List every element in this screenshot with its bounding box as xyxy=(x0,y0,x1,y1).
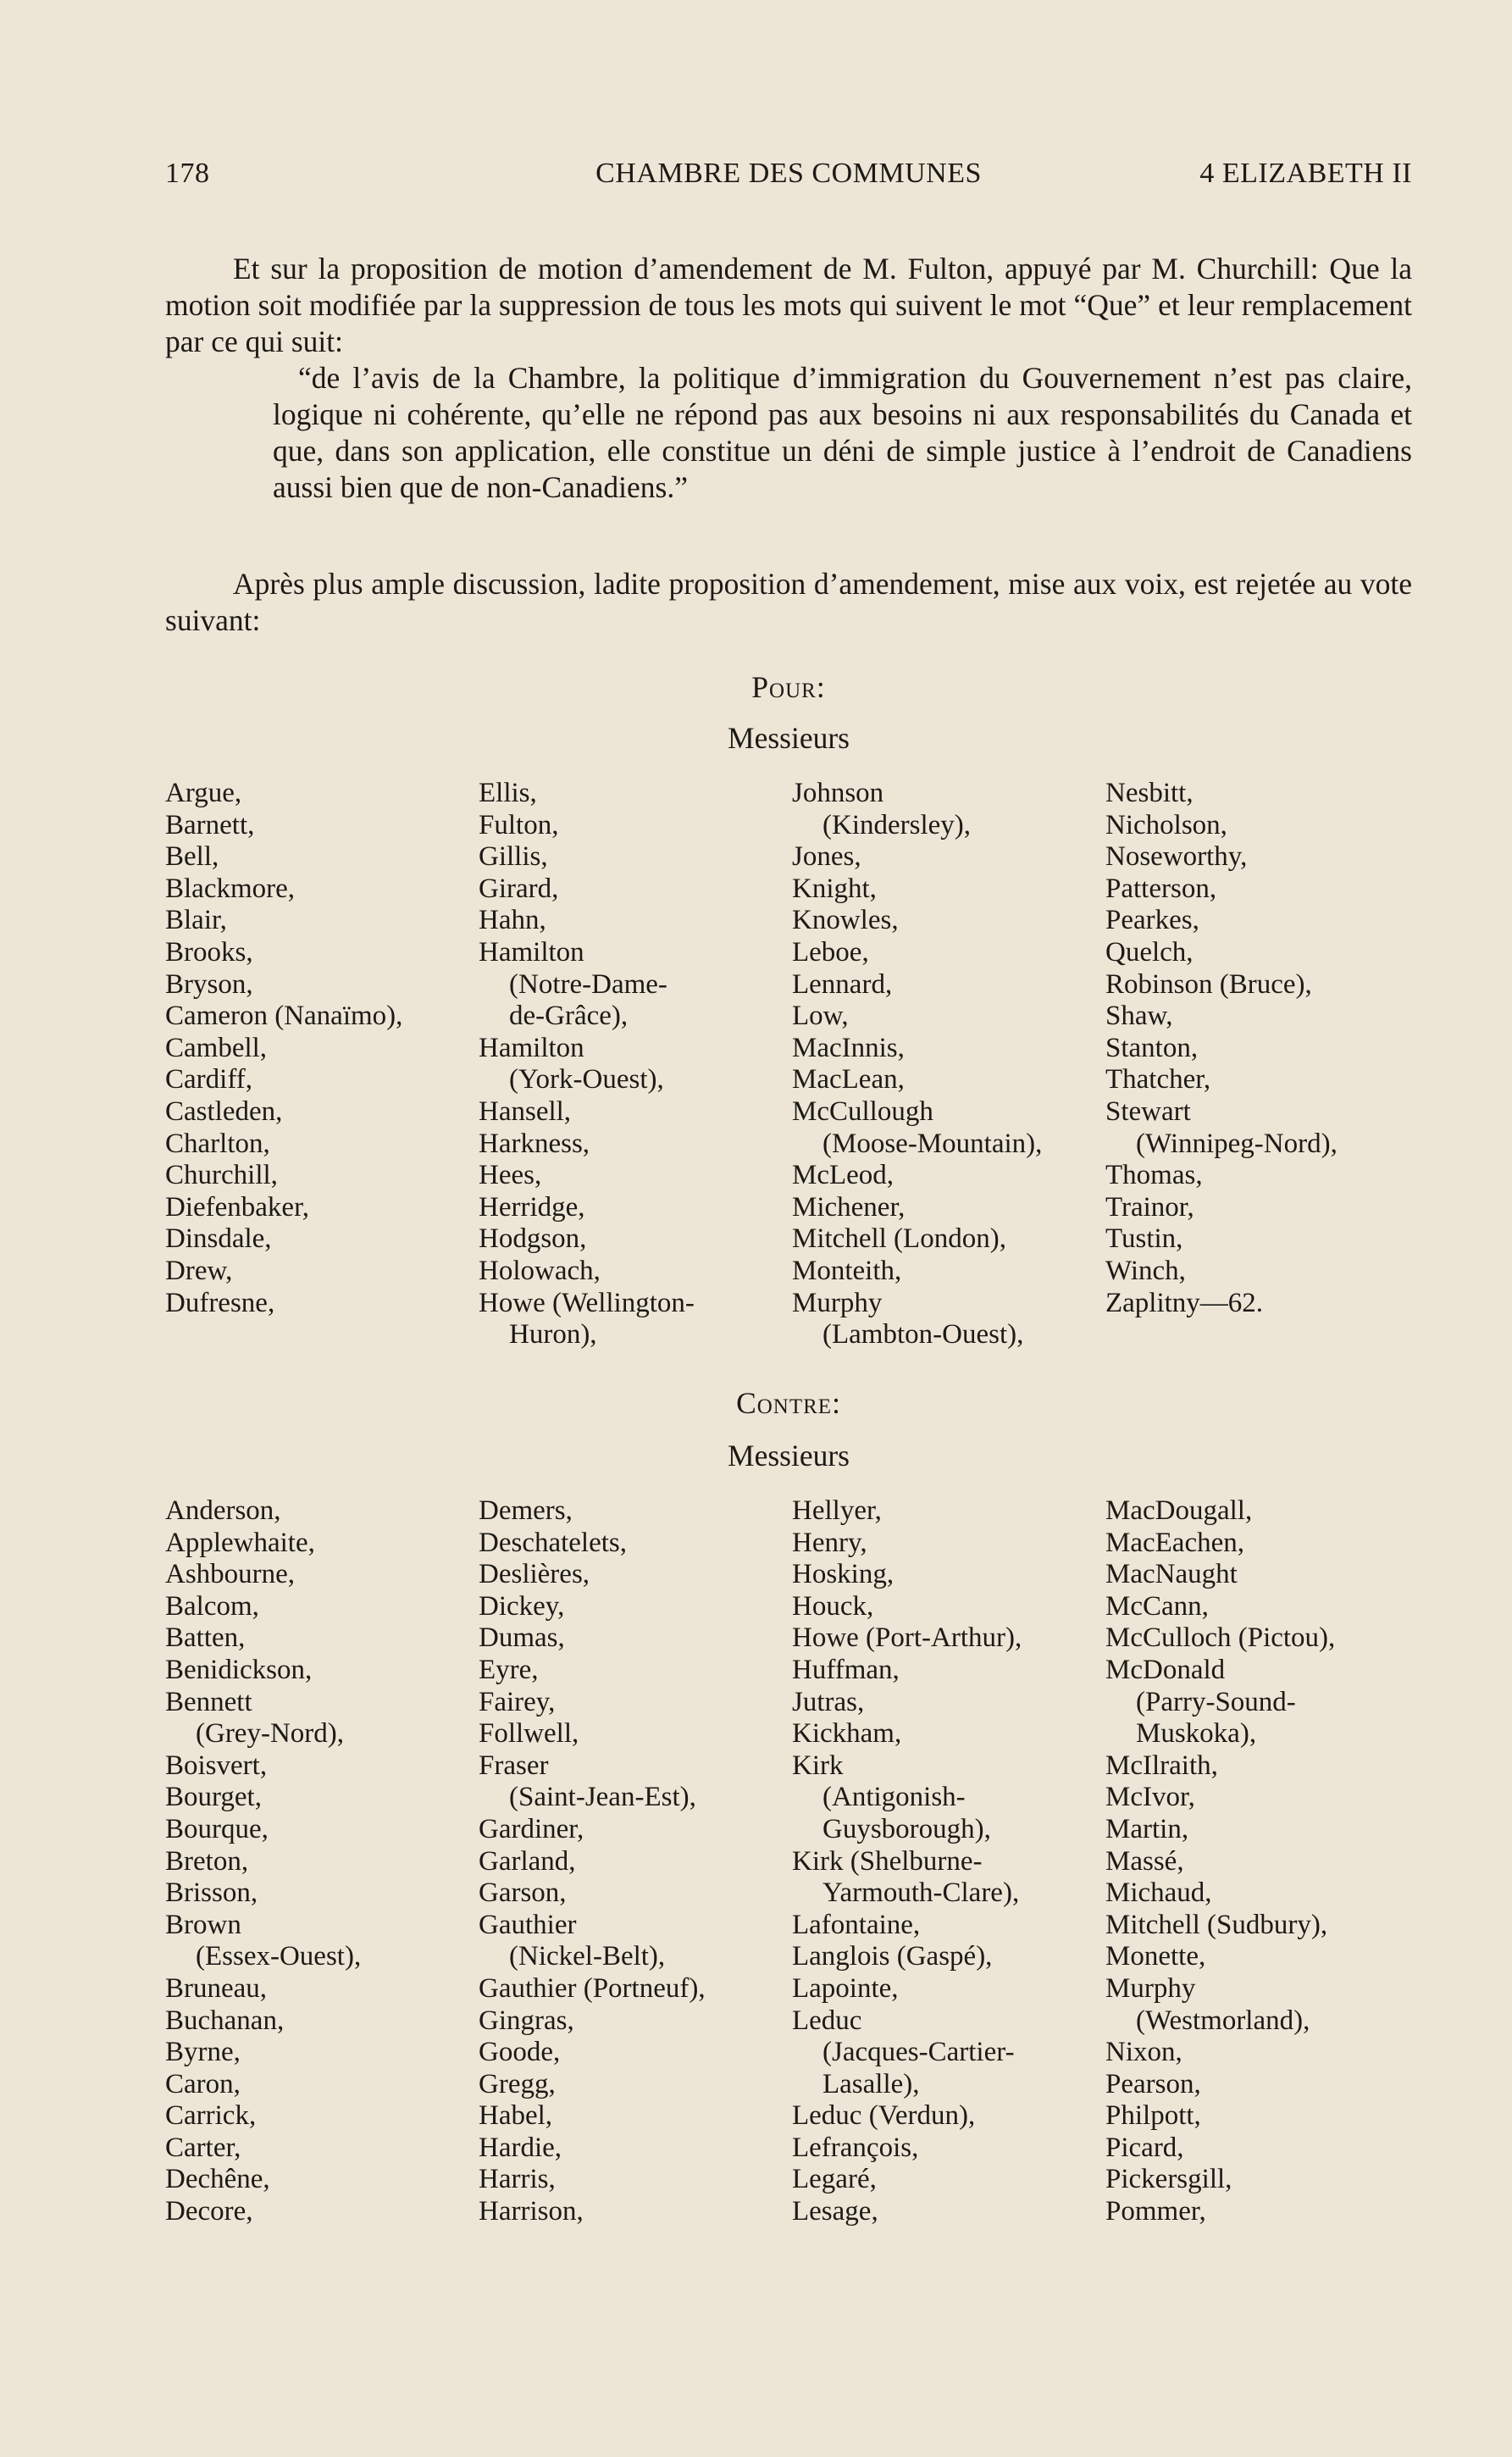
member-name: Michaud, xyxy=(1105,1877,1212,1909)
contre-subheading: Messieurs xyxy=(728,1439,850,1473)
member-name: (Grey-Nord), xyxy=(196,1718,345,1750)
member-name: Garson, xyxy=(479,1877,567,1909)
member-name: Huron), xyxy=(509,1319,597,1351)
member-name: Gardiner, xyxy=(479,1813,584,1844)
member-name: Picard, xyxy=(1105,2132,1184,2163)
pour-column-3 xyxy=(792,778,1105,1351)
member-name: Harris, xyxy=(479,2164,556,2195)
member-name: Dechêne, xyxy=(165,2164,270,2195)
member-name: McCulloch (Pictou), xyxy=(1105,1622,1336,1654)
pour-heading: Pour: xyxy=(751,670,826,704)
pour-subheading: Messieurs xyxy=(728,721,850,755)
member-name: Pickersgill, xyxy=(1105,2164,1232,2195)
member-name: Fairey, xyxy=(479,1686,556,1717)
member-name: Knowles, xyxy=(792,905,899,936)
member-name: Yarmouth-Clare), xyxy=(822,1877,1020,1909)
member-name: McLeod, xyxy=(792,1160,894,1191)
member-name: Gregg, xyxy=(479,2068,556,2099)
member-name: (Antigonish- xyxy=(822,1782,966,1813)
member-name: Muskoka), xyxy=(1136,1718,1257,1750)
member-name: Kickham, xyxy=(792,1718,902,1750)
member-name: Bennett xyxy=(165,1686,252,1717)
contre-column-3 xyxy=(792,1495,1105,2228)
member-name: Hodgson, xyxy=(479,1223,587,1255)
member-name: Ashbourne, xyxy=(165,1559,296,1590)
member-name: Tustin, xyxy=(1105,1223,1183,1255)
member-name: Applewhaite, xyxy=(165,1527,315,1558)
member-name: Cardiff, xyxy=(165,1064,252,1095)
contre-heading: Contre: xyxy=(736,1386,841,1420)
member-name: Dickey, xyxy=(479,1590,565,1622)
member-name: Hamilton xyxy=(479,1032,584,1063)
member-name: Holowach, xyxy=(479,1255,601,1286)
member-name: Knight, xyxy=(792,873,877,904)
member-name: Bell, xyxy=(165,841,219,873)
member-name: (Notre-Dame- xyxy=(509,968,667,1000)
amendment-quote: “de l’avis de la Chambre, la politique d’immigration du Gouvernement n’est pas claire, logique ni cohérente, qu’elle ne répond pas aux besoins ni aux responsabilités du Canada et que, dans son application, elle constitue un déni de simple justice à l’endroit de Canadiens aussi bien que de non-Canadiens.” xyxy=(273,361,1412,504)
member-name: Gingras, xyxy=(479,2005,574,2036)
member-name: Legaré, xyxy=(792,2164,877,2195)
member-name: (Westmorland), xyxy=(1136,2005,1310,2036)
member-name: Zaplitny—62. xyxy=(1105,1287,1264,1318)
member-name: Dumas, xyxy=(479,1622,565,1654)
member-name: Noseworthy, xyxy=(1105,841,1248,873)
member-name: Lasalle), xyxy=(822,2068,920,2099)
member-name: Leduc xyxy=(792,2005,862,2036)
member-name: Brown xyxy=(165,1909,241,1940)
member-name: Lesage, xyxy=(792,2196,878,2227)
member-name: MacDougall, xyxy=(1105,1495,1253,1526)
contre-column-4 xyxy=(1105,1495,1419,2228)
member-name: Low, xyxy=(792,1001,849,1032)
member-name: Gauthier xyxy=(479,1909,577,1940)
member-name: Bruneau, xyxy=(165,1972,268,2004)
member-name: Massé, xyxy=(1105,1845,1184,1877)
member-name: Nicholson, xyxy=(1105,809,1227,840)
motion-paragraph: Et sur la proposition de motion d’amendement de M. Fulton, appuyé par M. Churchill: Que la motion soit modifiée par la suppression de tous les mots qui suivent le mot “Que” et leur remplacement par ce qui suit: xyxy=(165,252,1412,358)
member-name: Mitchell (Sudbury), xyxy=(1105,1909,1328,1940)
member-name: Stewart xyxy=(1105,1095,1191,1127)
member-name: Trainor, xyxy=(1105,1191,1194,1223)
member-name: Dinsdale, xyxy=(165,1223,272,1255)
member-name: Leboe, xyxy=(792,936,869,968)
member-name: Castleden, xyxy=(165,1095,283,1127)
member-name: (Lambton-Ouest), xyxy=(822,1319,1024,1351)
member-name: Murphy xyxy=(792,1287,883,1318)
member-name: Gillis, xyxy=(479,841,548,873)
member-name: Hamilton xyxy=(479,936,584,968)
member-name: (Jacques-Cartier- xyxy=(822,2037,1015,2068)
member-name: Deslières, xyxy=(479,1559,590,1590)
member-name: Hansell, xyxy=(479,1095,572,1127)
member-name: McCann, xyxy=(1105,1590,1209,1622)
member-name: Guysborough), xyxy=(822,1813,991,1844)
member-name: Jutras, xyxy=(792,1686,865,1717)
member-name: Bryson, xyxy=(165,968,253,1000)
member-name: Lapointe, xyxy=(792,1972,899,2004)
member-name: Caron, xyxy=(165,2068,241,2099)
member-name: Byrne, xyxy=(165,2037,241,2068)
member-name: de-Grâce), xyxy=(509,1001,629,1032)
member-name: Hardie, xyxy=(479,2132,562,2163)
member-name: (York-Ouest), xyxy=(509,1064,664,1095)
member-name: Diefenbaker, xyxy=(165,1191,309,1223)
member-name: (Saint-Jean-Est), xyxy=(509,1782,696,1813)
member-name: MacInnis, xyxy=(792,1032,905,1063)
member-name: Patterson, xyxy=(1105,873,1217,904)
member-name: Charlton, xyxy=(165,1128,270,1159)
member-name: Carrick, xyxy=(165,2100,257,2132)
member-name: Goode, xyxy=(479,2037,561,2068)
member-name: Ellis, xyxy=(479,778,537,808)
member-name: Shaw, xyxy=(1105,1001,1173,1032)
member-name: Quelch, xyxy=(1105,936,1194,968)
member-name: McIvor, xyxy=(1105,1782,1195,1813)
member-name: Langlois (Gaspé), xyxy=(792,1941,993,1972)
member-name: (Kindersley), xyxy=(822,809,972,840)
pour-column-4 xyxy=(1105,778,1419,1319)
member-name: Kirk xyxy=(792,1750,844,1781)
member-name: Herridge, xyxy=(479,1191,585,1223)
member-name: Batten, xyxy=(165,1622,246,1654)
member-name: Kirk (Shelburne- xyxy=(792,1845,983,1877)
member-name: Lennard, xyxy=(792,968,893,1000)
member-name: Breton, xyxy=(165,1845,249,1877)
member-name: Hahn, xyxy=(479,905,546,936)
member-name: Bourque, xyxy=(165,1813,269,1844)
session-label: 4 ELIZABETH II xyxy=(1199,158,1412,189)
member-name: Balcom, xyxy=(165,1590,259,1622)
member-name: Harrison, xyxy=(479,2196,584,2227)
member-name: Johnson xyxy=(792,778,884,808)
member-name: Thomas, xyxy=(1105,1160,1203,1191)
page-number: 178 xyxy=(165,158,210,189)
member-name: Huffman, xyxy=(792,1654,900,1685)
member-name: Buchanan, xyxy=(165,2005,285,2036)
member-name: Drew, xyxy=(165,1255,233,1286)
member-name: Gauthier (Portneuf), xyxy=(479,1972,706,2004)
member-name: McIlraith, xyxy=(1105,1750,1218,1781)
member-name: Anderson, xyxy=(165,1495,281,1526)
vote-paragraph: Après plus ample discussion, ladite proposition d’amendement, mise aux voix, est rejetée au vote suivant: xyxy=(165,567,1412,637)
member-name: Winch, xyxy=(1105,1255,1186,1286)
member-name: McCullough xyxy=(792,1095,933,1127)
member-name: Harkness, xyxy=(479,1128,590,1159)
member-name: Stanton, xyxy=(1105,1032,1199,1063)
member-name: MacNaught xyxy=(1105,1559,1238,1590)
member-name: Pommer, xyxy=(1105,2196,1206,2227)
contre-column-2 xyxy=(479,1495,792,2228)
member-name: (Winnipeg-Nord), xyxy=(1136,1128,1338,1159)
member-name: Michener, xyxy=(792,1191,906,1223)
member-name: Pearkes, xyxy=(1105,905,1199,936)
member-name: Murphy xyxy=(1105,1972,1196,2004)
member-name: Nixon, xyxy=(1105,2037,1182,2068)
member-name: McDonald xyxy=(1105,1654,1226,1685)
member-name: (Moose-Mountain), xyxy=(822,1128,1043,1159)
member-name: Thatcher, xyxy=(1105,1064,1211,1095)
member-name: Jones, xyxy=(792,841,861,873)
member-name: Howe (Wellington- xyxy=(479,1287,695,1318)
member-name: (Nickel-Belt), xyxy=(509,1941,666,1972)
pour-column-1 xyxy=(165,778,479,1319)
member-name: Hees, xyxy=(479,1160,542,1191)
member-name: Lefrançois, xyxy=(792,2132,919,2163)
member-name: Philpott, xyxy=(1105,2100,1201,2132)
member-name: Robinson (Bruce), xyxy=(1105,968,1312,1000)
member-name: Garland, xyxy=(479,1845,576,1877)
member-name: Girard, xyxy=(479,873,559,904)
member-name: Barnett, xyxy=(165,809,255,840)
member-name: Brooks, xyxy=(165,936,253,968)
member-name: Cambell, xyxy=(165,1032,268,1063)
member-name: Mitchell (London), xyxy=(792,1223,1006,1255)
member-name: Benidickson, xyxy=(165,1654,313,1685)
member-name: Eyre, xyxy=(479,1654,539,1685)
member-name: Argue, xyxy=(165,778,242,808)
member-name: Brisson, xyxy=(165,1877,258,1909)
member-name: Blackmore, xyxy=(165,873,296,904)
member-name: Dufresne, xyxy=(165,1287,275,1318)
member-name: Monteith, xyxy=(792,1255,902,1286)
pour-column-2 xyxy=(479,778,792,1351)
member-name: Martin, xyxy=(1105,1813,1189,1844)
member-name: Follwell, xyxy=(479,1718,579,1750)
member-name: MacEachen, xyxy=(1105,1527,1244,1558)
member-name: Pearson, xyxy=(1105,2068,1201,2099)
member-name: Fulton, xyxy=(479,809,559,840)
member-name: Monette, xyxy=(1105,1941,1206,1972)
member-name: Nesbitt, xyxy=(1105,778,1194,808)
member-name: Blair, xyxy=(165,905,227,936)
member-name: Houck, xyxy=(792,1590,874,1622)
contre-column-1 xyxy=(165,1495,479,2228)
member-name: Demers, xyxy=(479,1495,573,1526)
member-name: (Parry-Sound- xyxy=(1136,1686,1296,1717)
member-name: Decore, xyxy=(165,2196,253,2227)
member-name: Lafontaine, xyxy=(792,1909,921,1940)
member-name: Carter, xyxy=(165,2132,241,2163)
member-name: Cameron (Nanaïmo), xyxy=(165,1001,403,1032)
member-name: Hellyer, xyxy=(792,1495,882,1526)
member-name: Bourget, xyxy=(165,1782,262,1813)
member-name: Churchill, xyxy=(165,1160,278,1191)
member-name: MacLean, xyxy=(792,1064,905,1095)
member-name: Hosking, xyxy=(792,1559,894,1590)
member-name: Fraser xyxy=(479,1750,549,1781)
member-name: Leduc (Verdun), xyxy=(792,2100,976,2132)
running-title: CHAMBRE DES COMMUNES xyxy=(595,158,982,189)
member-name: Habel, xyxy=(479,2100,553,2132)
member-name: Boisvert, xyxy=(165,1750,268,1781)
member-name: Henry, xyxy=(792,1527,867,1558)
member-name: Deschatelets, xyxy=(479,1527,628,1558)
member-name: (Essex-Ouest), xyxy=(196,1941,362,1972)
member-name: Howe (Port-Arthur), xyxy=(792,1622,1022,1654)
